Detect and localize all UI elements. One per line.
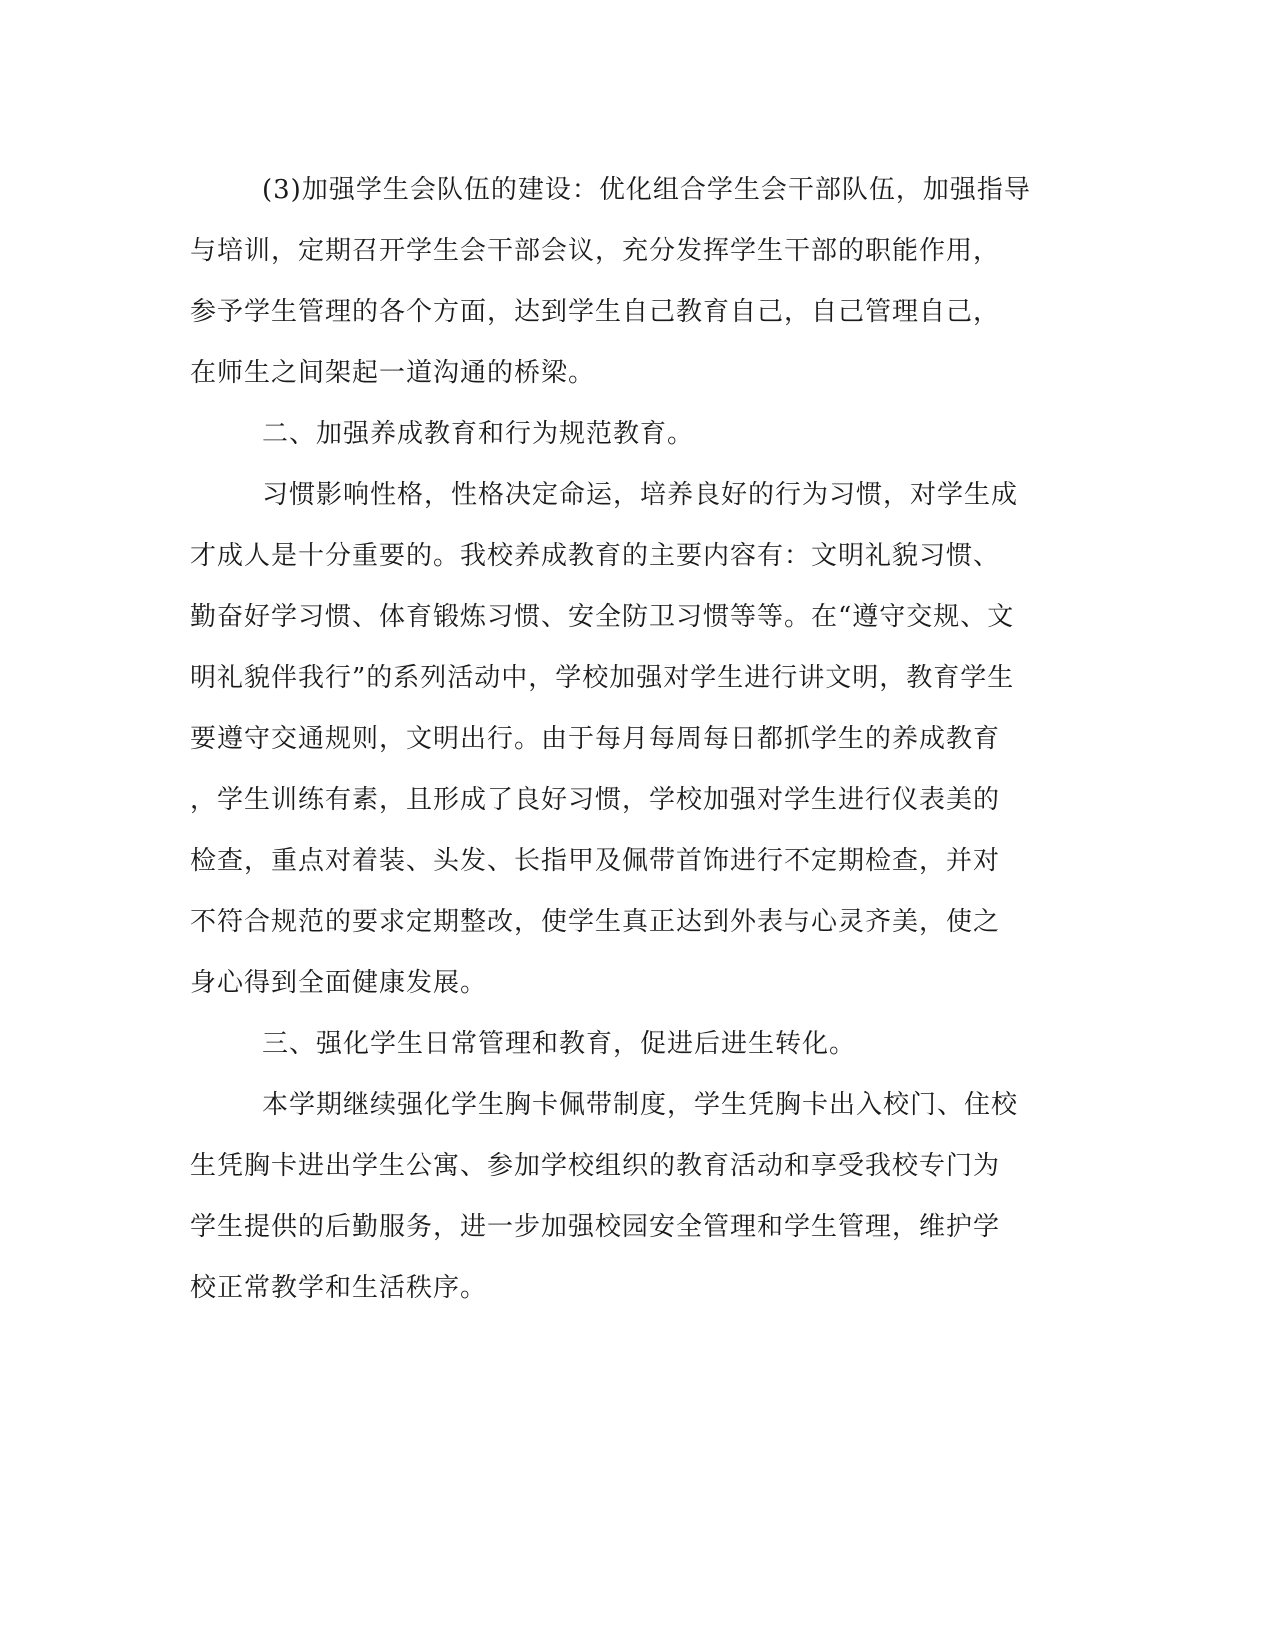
text-line: 不符合规范的要求定期整改，使学生真正达到外表与心灵齐美，使之	[190, 907, 1001, 937]
text-line: 要遵守交通规则，文明出行。由于每月每周每日都抓学生的养成教育	[190, 724, 1001, 754]
text-line: 参予学生管理的各个方面，达到学生自己教育自己，自己管理自己，	[190, 297, 1001, 327]
text-line: 本学期继续强化学生胸卡佩带制度，学生凭胸卡出入校门、住校	[262, 1090, 1019, 1120]
text-line: ，学生训练有素，且形成了良好习惯，学校加强对学生进行仪表美的	[190, 785, 1001, 815]
text-line: 才成人是十分重要的。我校养成教育的主要内容有：文明礼貌习惯、	[190, 541, 1001, 571]
text-line: 勤奋好学习惯、体育锻炼习惯、安全防卫习惯等等。在“遵守交规、文	[190, 602, 1015, 632]
text-line: 生凭胸卡进出学生公寓、参加学校组织的教育活动和享受我校专门为	[190, 1151, 1001, 1181]
text-line: 校正常教学和生活秩序。	[190, 1273, 488, 1303]
section-heading: 二、加强养成教育和行为规范教育。	[262, 419, 695, 449]
text-line: 检查，重点对着装、头发、长指甲及佩带首饰进行不定期检查，并对	[190, 846, 1001, 876]
section-heading: 三、强化学生日常管理和教育，促进后进生转化。	[262, 1029, 857, 1059]
text-line: 在师生之间架起一道沟通的桥梁。	[190, 358, 596, 388]
text-line: 习惯影响性格，性格决定命运，培养良好的行为习惯，对学生成	[262, 480, 1019, 510]
text-line: 身心得到全面健康发展。	[190, 968, 488, 998]
text-line: 与培训，定期召开学生会干部会议，充分发挥学生干部的职能作用，	[190, 236, 1001, 266]
document-body	[190, 160, 1080, 1319]
text-line: 明礼貌伴我行”的系列活动中，学校加强对学生进行讲文明，教育学生	[190, 663, 1015, 693]
text-line: 学生提供的后勤服务，进一步加强校园安全管理和学生管理，维护学	[190, 1212, 1001, 1242]
text-line: (3)加强学生会队伍的建设：优化组合学生会干部队伍，加强指导	[262, 175, 1031, 205]
